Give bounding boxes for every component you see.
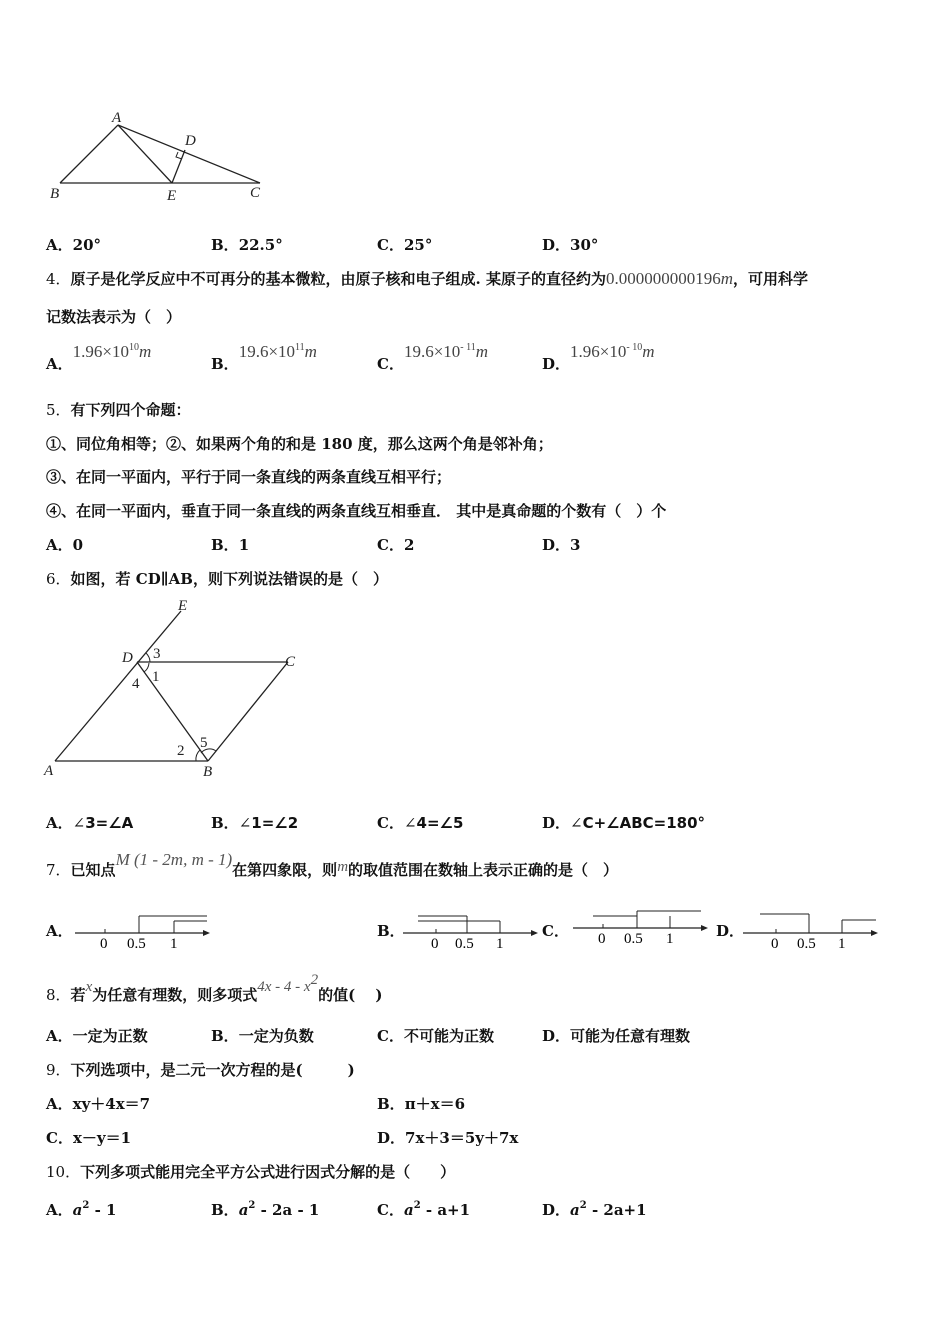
- svg-text:0: 0: [598, 931, 606, 947]
- q7-numberline-c: [568, 903, 713, 948]
- angle-1: 1: [152, 669, 160, 685]
- q9-stem: 9．下列选项中，是二元一次方程的是( ): [46, 1061, 355, 1079]
- label-B: B: [203, 764, 213, 780]
- q4-stem-line1: 4．原子是化学反应中不可再分的基本微粒，由原子核和电子组成. 某原子的直径约为0.000000000196m，可用科学: [46, 269, 809, 288]
- label-D: D: [122, 650, 133, 666]
- svg-text:0: 0: [431, 936, 439, 952]
- q8-option-c: C．不可能为正数: [377, 1027, 494, 1045]
- q8-option-b: B．一定为负数: [211, 1027, 314, 1045]
- svg-text:1: 1: [170, 936, 178, 952]
- q8-stem: 8．若x为任意有理数，则多项式4x - 4 - x2的值( ): [46, 972, 383, 1004]
- q7-option-a-label: A．: [46, 922, 73, 940]
- parallel-lines-figure: [40, 595, 320, 785]
- svg-text:0.5: 0.5: [624, 931, 643, 947]
- q9-option-c: C．x－y＝1: [46, 1129, 132, 1147]
- q3-option-c: C．25°: [377, 236, 433, 254]
- angle-2: 2: [177, 743, 185, 759]
- q4-option-d: D．$1.96\times 10^{- 10}m$: [542, 342, 655, 373]
- q9-option-a: A．xy＋4x＝7: [46, 1095, 151, 1113]
- q10-option-d: D．$a^2 - 2a+1$: [542, 1200, 647, 1219]
- q7-option-b-label: B．: [377, 922, 405, 940]
- q7-stem: 7．已知点M (1 - 2m, m - 1)在第四象限，则m的取值范围在数轴上表示正确的是（ ）: [46, 850, 619, 879]
- label-D: D: [185, 133, 196, 149]
- q6-option-d: D．∠C+∠ABC=180°: [542, 814, 706, 832]
- q5-line3: ④、在同一平面内，垂直于同一条直线的两条直线互相垂直． 其中是真命题的个数有（ ）个: [46, 502, 667, 520]
- q5-option-a: A．0: [46, 536, 84, 554]
- angle-4: 4: [132, 676, 140, 692]
- angle-5: 5: [200, 735, 208, 751]
- q4-option-b: B．$19.6\times 10^{11}m$: [211, 342, 317, 373]
- q10-stem: 10．下列多项式能用完全平方公式进行因式分解的是（ ）: [46, 1163, 456, 1181]
- q4-option-c: C．$19.6\times 10^{- 11}m$: [377, 342, 489, 373]
- q5-line1: ①、同位角相等；②、如果两个角的和是 180 度，那么这两个角是邻补角；: [46, 435, 553, 453]
- angle-3: 3: [153, 646, 161, 662]
- q7-numberline-b: [398, 908, 543, 953]
- q7-numberline-d: [738, 908, 883, 953]
- q8-option-d: D．可能为任意有理数: [542, 1027, 691, 1045]
- q5-option-d: D．3: [542, 536, 581, 554]
- q6-option-c: C．∠4=∠5: [377, 814, 464, 832]
- q9-option-d: D．7x＋3＝5y＋7x: [377, 1129, 519, 1147]
- q4-option-a: A．$1.96\times 10^{10}m$: [46, 342, 152, 373]
- label-A: A: [112, 110, 122, 126]
- q7-numberline-a: [70, 908, 215, 953]
- svg-text:0.5: 0.5: [455, 936, 474, 952]
- label-B: B: [50, 186, 60, 202]
- q5-line2: ③、在同一平面内，平行于同一条直线的两条直线互相平行；: [46, 468, 452, 486]
- label-C: C: [285, 654, 296, 670]
- svg-text:1: 1: [666, 931, 674, 947]
- label-E: E: [167, 188, 177, 204]
- q3-option-d: D．30°: [542, 236, 599, 254]
- q7-option-c-label: C．: [542, 922, 569, 940]
- label-C: C: [250, 185, 261, 201]
- svg-text:0.5: 0.5: [797, 936, 816, 952]
- q9-option-b: B．π＋x＝6: [377, 1095, 466, 1113]
- q5-option-c: C．2: [377, 536, 415, 554]
- q5-option-b: B．1: [211, 536, 250, 554]
- q10-option-b: B．$a^2 - 2a - 1$: [211, 1200, 320, 1219]
- q8-option-a: A．一定为正数: [46, 1027, 148, 1045]
- q7-option-d-label: D．: [716, 922, 745, 940]
- svg-text:0.5: 0.5: [127, 936, 146, 952]
- q10-option-a: A．$a^2 - 1$: [46, 1200, 117, 1219]
- svg-text:0: 0: [771, 936, 779, 952]
- q4-stem-line2: 记数法表示为（ ）: [46, 308, 182, 326]
- label-A: A: [44, 763, 54, 779]
- q3-option-a: A．20°: [46, 236, 102, 254]
- q10-option-c: C．$a^2 - a+1$: [377, 1200, 471, 1219]
- svg-text:0: 0: [100, 936, 108, 952]
- svg-text:1: 1: [838, 936, 846, 952]
- q6-stem: 6．如图，若 CD∥AB，则下列说法错误的是（ ）: [46, 570, 388, 588]
- svg-text:1: 1: [496, 936, 504, 952]
- q6-option-b: B．∠1=∠2: [211, 814, 299, 832]
- label-E: E: [178, 598, 188, 614]
- q6-option-a: A．∠3=∠A: [46, 814, 134, 832]
- q5-stem: 5．有下列四个命题：: [46, 401, 191, 419]
- triangle-figure: [40, 100, 280, 210]
- q3-option-b: B．22.5°: [211, 236, 283, 254]
